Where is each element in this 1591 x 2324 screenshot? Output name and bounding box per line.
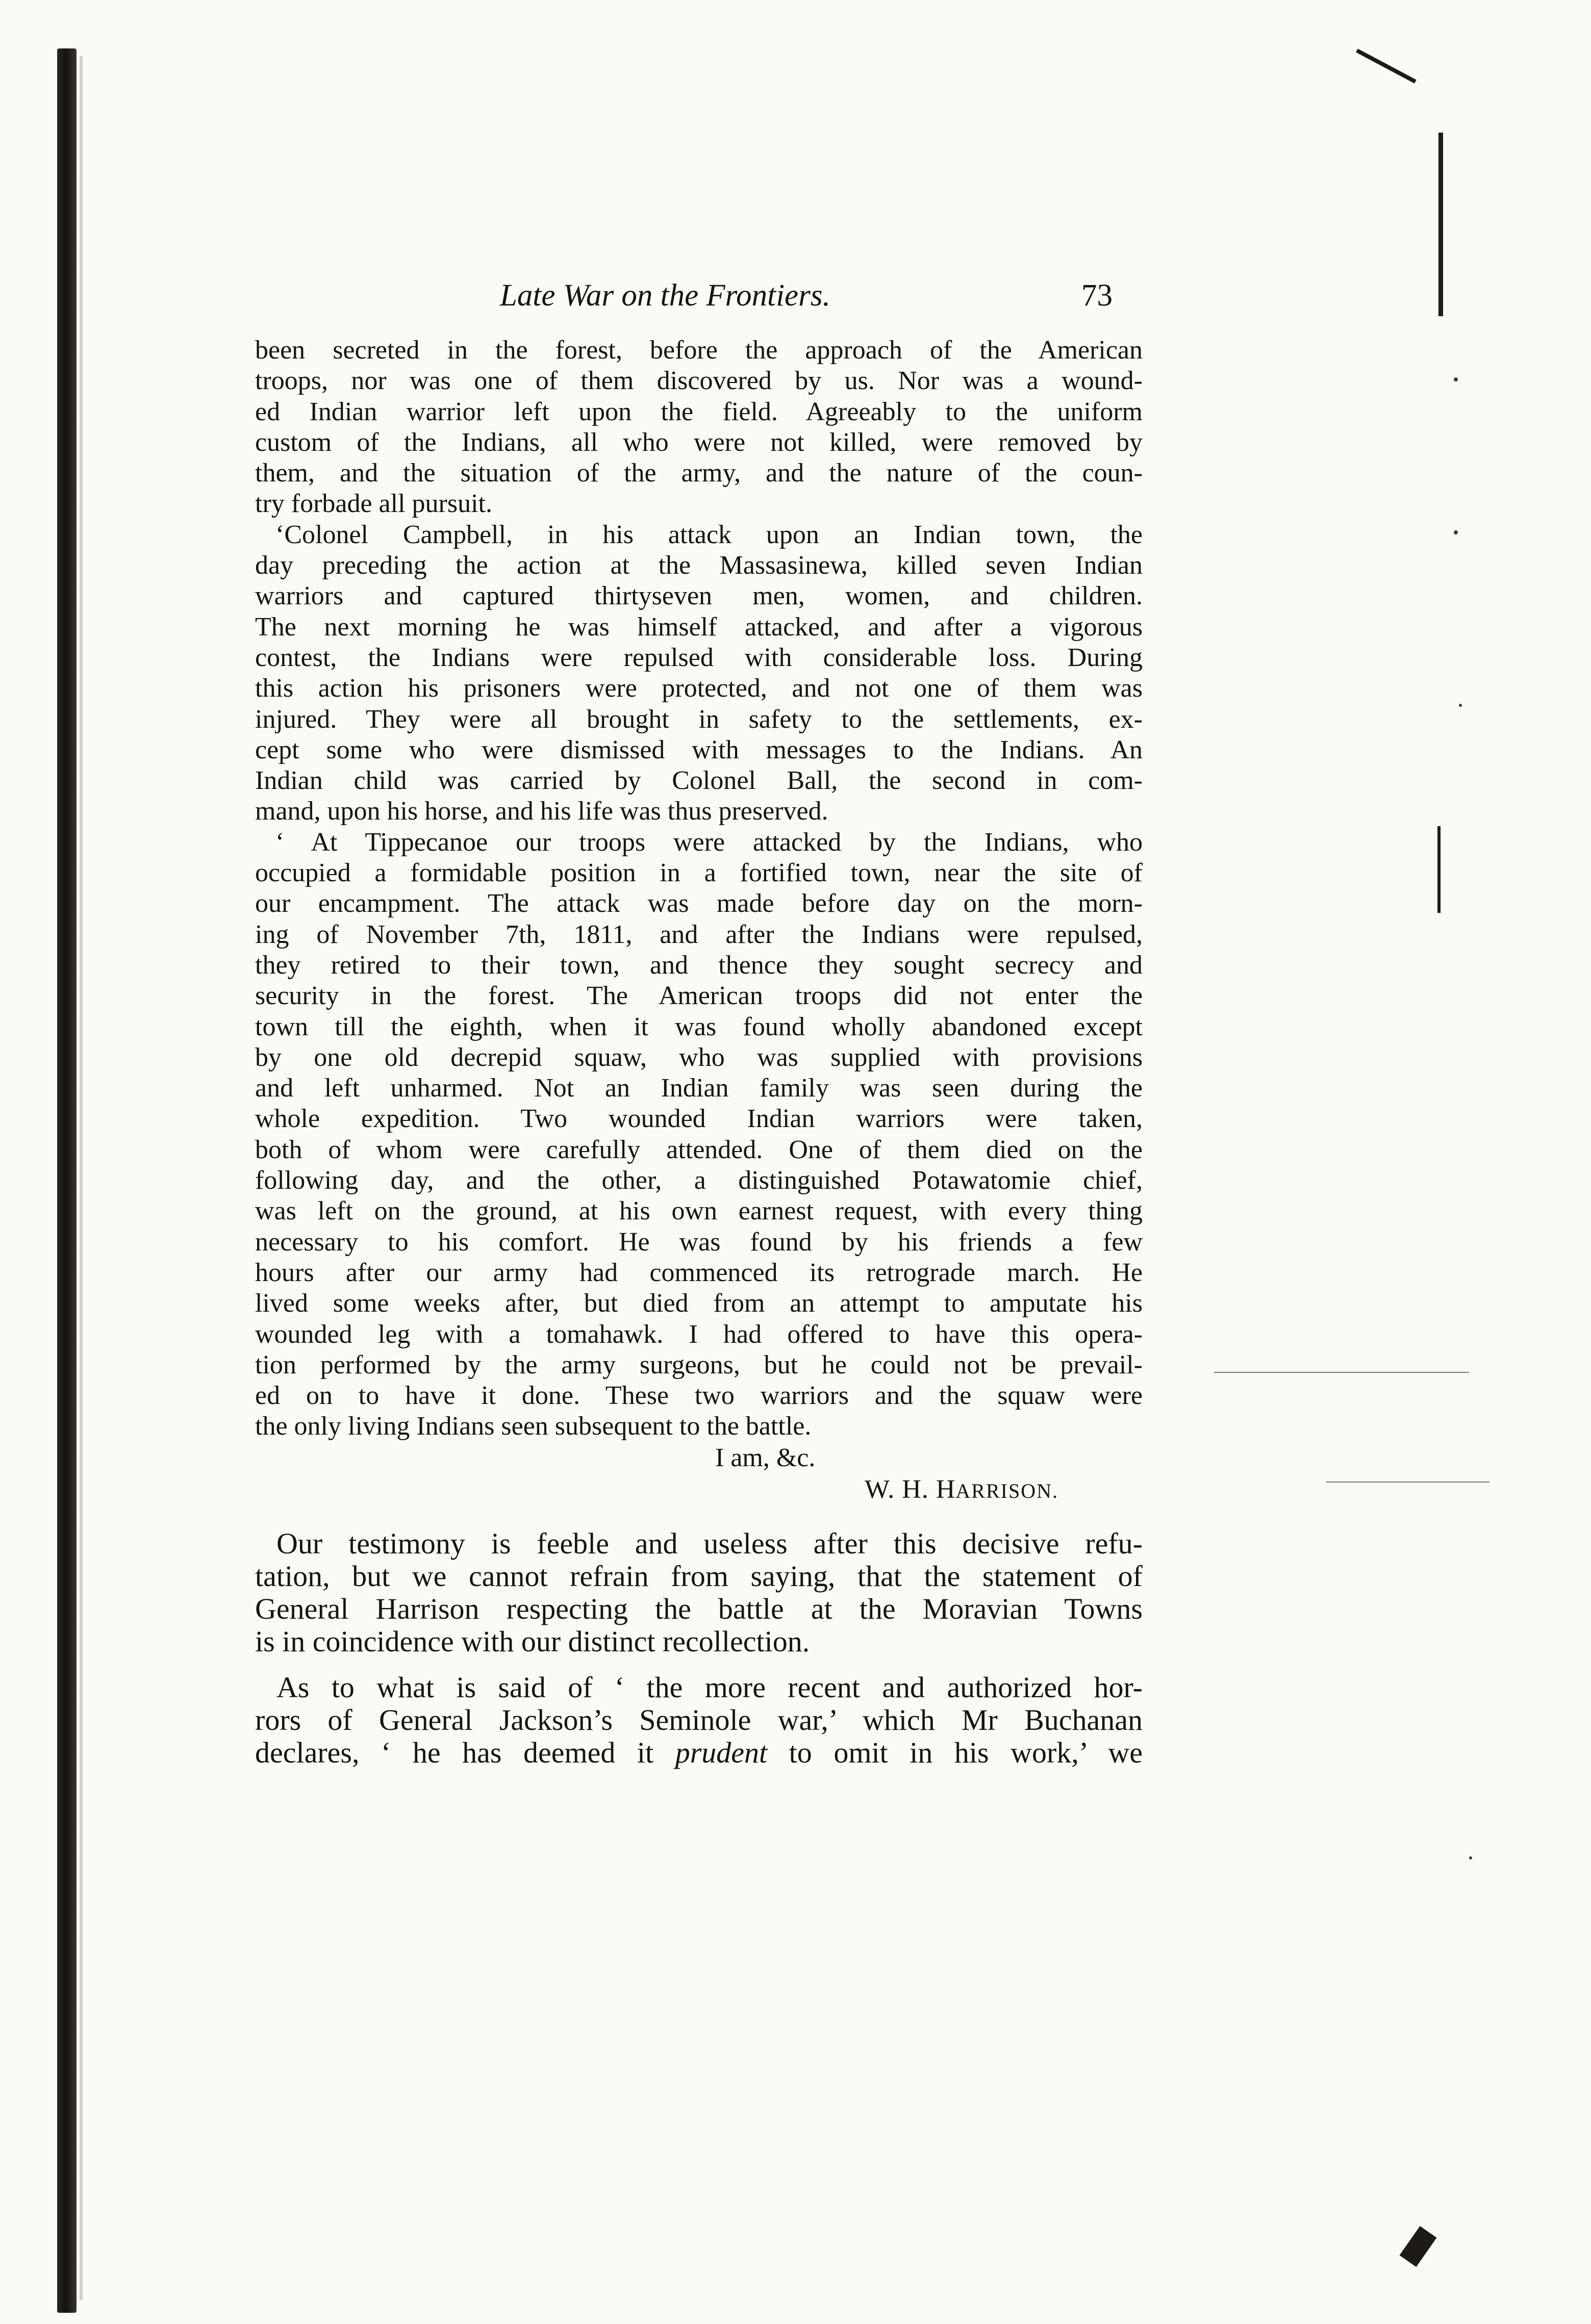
commentary-paragraph-2 — [255, 1671, 1143, 1769]
text-line: is in coincidence with our distinct recollection. — [255, 1624, 810, 1658]
letter-signature — [255, 1474, 1143, 1507]
text-line: The next morning he was himself attacked, and after a vigorous — [255, 612, 1143, 642]
text-fragment: to omit in his work,’ we — [789, 1735, 1143, 1769]
text-line: ed Indian warrior left upon the field. Agreeably to the uniform — [255, 397, 1143, 426]
text-line: occupied a formidable position in a fortified town, near the site of — [255, 858, 1143, 888]
speck — [1459, 704, 1462, 707]
text-line: town till the eighth, when it was found wholly abandoned except — [255, 1012, 1143, 1041]
emphasis-prudent: prudent — [675, 1735, 768, 1769]
text-line: and left unharmed. Not an Indian family was seen during the — [255, 1074, 1143, 1103]
text-line: contest, the Indians were repulsed with considerable loss. During — [255, 643, 1143, 672]
scan-line-right-lower — [1326, 1482, 1489, 1483]
text-line: As to what is said of ‘ the more recent and authorized hor- — [276, 1670, 1143, 1704]
text-line: lived some weeks after, but died from an attempt to amputate his — [255, 1289, 1143, 1318]
text-line: this action his prisoners were protected, and not one of them was — [255, 674, 1143, 703]
text-line: custom of the Indians, all who were not killed, were removed by — [255, 427, 1143, 457]
text-line: hours after our army had commenced its retrograde march. He — [255, 1258, 1143, 1287]
text-line: wounded leg with a tomahawk. I had offered to have this opera- — [255, 1319, 1143, 1349]
text-line: General Harrison respecting the battle at the Moravian Towns — [255, 1592, 1143, 1625]
page-number: 73 — [1081, 278, 1113, 313]
running-title: Late War on the Frontiers. — [500, 278, 830, 313]
signature-small-caps: ARRISON. — [955, 1479, 1059, 1502]
text-line: them, and the situation of the army, and the nature of the coun- — [255, 458, 1143, 488]
text-line: injured. They were all brought in safety to the settlements, ex- — [255, 704, 1143, 734]
quoted-letter — [255, 335, 1143, 1507]
scan-mark-right-middle — [1437, 826, 1441, 913]
text-line: try forbade all pursuit. — [255, 489, 492, 519]
text-line: necessary to his comfort. He was found by his friends a few — [255, 1227, 1143, 1257]
binding-edge — [57, 48, 77, 2313]
text-line: rors of General Jackson’s Seminole war,’ which Mr Buchanan — [255, 1703, 1143, 1736]
text-line: ed on to have it done. These two warriors and the squaw were — [255, 1381, 1143, 1411]
text-line: mand, upon his horse, and his life was thus preserved. — [255, 797, 828, 826]
signature-initials: W. H. H — [865, 1474, 956, 1504]
book-page — [255, 278, 1143, 1769]
text-line: by one old decrepid squaw, who was supplied with provisions — [255, 1042, 1143, 1072]
text-line: both of whom were carefully attended. One of them died on the — [255, 1135, 1143, 1164]
text-line: been secreted in the forest, before the approach of the American — [255, 336, 1143, 365]
text-line: cept some who were dismissed with messages to the Indians. An — [255, 735, 1143, 764]
speck — [1454, 530, 1458, 534]
text-line: warriors and captured thirtyseven men, women, and children. — [255, 581, 1143, 611]
text-line: they retired to their town, and thence they sought secrecy and — [255, 950, 1143, 980]
text-line: security in the forest. The American troops did not enter the — [255, 981, 1143, 1011]
speck — [1469, 1856, 1472, 1859]
text-line: our encampment. The attack was made before day on the morn- — [255, 889, 1143, 918]
text-line: tation, but we cannot refrain from saying, that the statement of — [255, 1559, 1143, 1593]
text-line: the only living Indians seen subsequent to the battle. — [255, 1412, 812, 1441]
running-head — [255, 278, 1143, 324]
scan-mark-bottom-right — [1400, 2226, 1437, 2267]
text-line: was left on the ground, at his own earnest request, with every thing — [255, 1196, 1143, 1226]
text-line: following day, and the other, a distinguished Potawatomie chief, — [255, 1166, 1143, 1195]
text-line — [255, 1736, 1143, 1769]
scan-mark-top-right — [1356, 48, 1417, 83]
text-line: Our testimony is feeble and useless after this decisive refu- — [276, 1526, 1143, 1560]
scan-line-right — [1214, 1372, 1469, 1373]
speck — [1454, 377, 1458, 381]
text-line: day preceding the action at the Massasinewa, killed seven Indian — [255, 551, 1143, 580]
commentary-paragraph-1 — [255, 1527, 1143, 1658]
scan-mark-right-upper — [1438, 133, 1443, 316]
text-line: tion performed by the army surgeons, but he could not be prevail- — [255, 1350, 1143, 1380]
text-line: troops, nor was one of them discovered by us. Nor was a wound- — [255, 366, 1143, 396]
text-line: whole expedition. Two wounded Indian warriors were taken, — [255, 1104, 1143, 1134]
text-line: ‘ At Tippecanoe our troops were attacked by the Indians, who — [275, 827, 1143, 857]
text-line: Indian child was carried by Colonel Ball, the second in com- — [255, 766, 1143, 796]
text-line: ‘Colonel Campbell, in his attack upon an Indian town, the — [275, 520, 1143, 549]
commentary — [255, 1527, 1143, 1769]
binding-shadow — [80, 56, 83, 2300]
letter-closing: I am, &c. — [715, 1443, 816, 1472]
text-fragment: declares, ‘ he has deemed it — [255, 1735, 654, 1769]
text-line: ing of November 7th, 1811, and after the Indians were repulsed, — [255, 920, 1143, 949]
